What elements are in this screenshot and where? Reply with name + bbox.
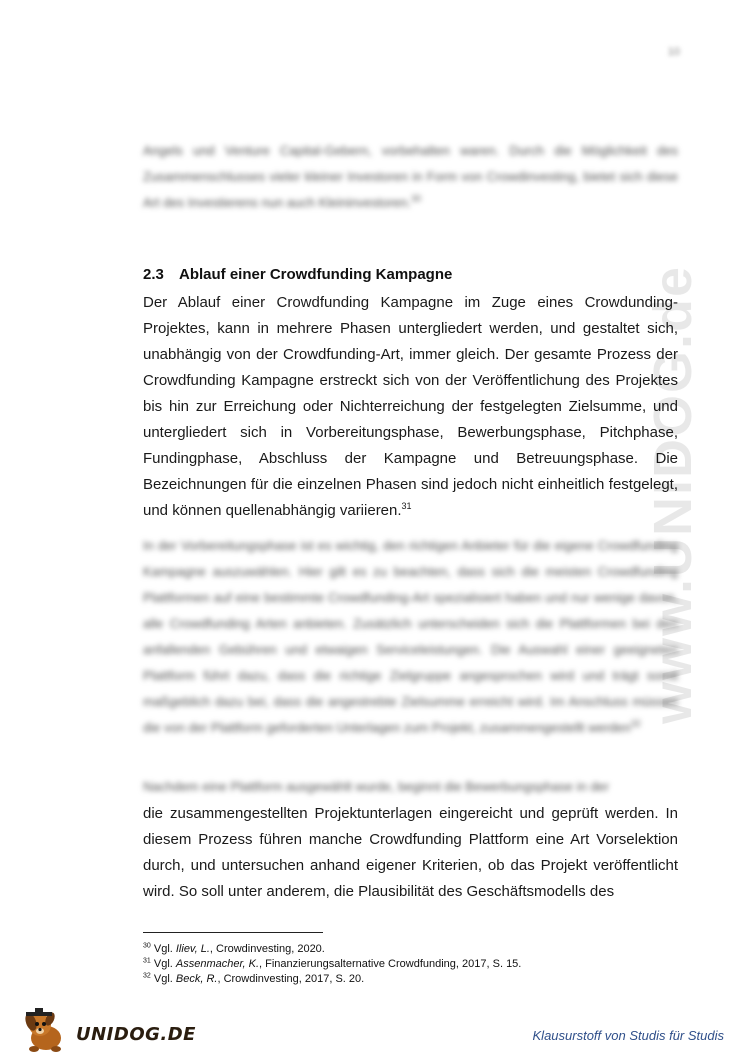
footnote-author: Beck, R. bbox=[175, 973, 218, 985]
blurred-transition-line: Nachdem eine Plattform ausgewählt wurde, beginnt die Bewerbungsphase in der bbox=[143, 779, 610, 794]
section-number: 2.3 bbox=[143, 266, 164, 283]
dog-mascot-icon bbox=[22, 1008, 74, 1056]
footnote-ref-30: 30 bbox=[411, 193, 422, 204]
section-title: Ablauf einer Crowdfunding Kampagne bbox=[179, 266, 453, 283]
slogan: Klausurstoff von Studis für Studis bbox=[532, 1028, 724, 1043]
footnotes bbox=[143, 942, 683, 987]
footnote-author: Assenmacher, K. bbox=[175, 958, 260, 970]
blurred-intro-paragraph bbox=[143, 138, 678, 216]
main-paragraph bbox=[143, 290, 678, 524]
blurred-middle-paragraph bbox=[143, 533, 678, 741]
main-paragraph-text: Der Ablauf einer Crowdfunding Kampagne im Zuge eines Crowdunding-Projektes, kann in mehrere Phasen untergliedert werden, und gestaltet sich, unabhängig von der Crowdfunding-Art, immer gleich. Der gesamte Prozess der Crowdfunding Kampagne erstreckt sich von der Veröffentlichung des Projektes bis hin zur Erreichung oder Nichterreichung der festgelegten Zielsumme, und untergliedert sich in Vorbereitungsphase, Bewerbungsphase, Pitchphase, Fundingphase, Abschluss der Kampagne und Betreuungsphase. Die Bezeichnungen für die einzelnen Phasen sind jedoch nicht einheitlich festgelegt, und können quellenabhängig variieren. bbox=[143, 294, 678, 519]
footnote-ref-31: 31 bbox=[401, 501, 412, 511]
final-paragraph: die zusammengestellten Projektunterlagen eingereicht und geprüft werden. In diesem Prozess führen manche Crowdfunding Plattform eine Art Vorselektion durch, und untersuchen anhand eigener Kriterien, ob das Projekt veröffentlicht wird. So soll unter anderem, die Plausibilität des Geschäftsmodells des bbox=[143, 805, 678, 900]
footnote-30: $^{30}$ Vgl. Iliev, L., Crowdinvesting, 2020. bbox=[143, 942, 325, 955]
page-number: 10 bbox=[667, 46, 680, 58]
unidog-logo bbox=[22, 1008, 202, 1056]
footnote-ref-32: 32 bbox=[630, 718, 641, 729]
footnote-separator bbox=[143, 932, 323, 933]
logo-text: UNIDOG.DE bbox=[76, 1024, 196, 1045]
footnote-31: $^{31}$ Vgl. Assenmacher, K., Finanzierungsalternative Crowdfunding, 2017, S. 15. bbox=[143, 957, 522, 970]
section-heading bbox=[143, 266, 452, 283]
footnote-32: $^{32}$ Vgl. Beck, R., Crowdinvesting, 2017, S. 20. bbox=[143, 972, 365, 985]
blurred-middle-text: In der Vorbereitungsphase ist es wichtig, den richtigen Anbieter für die eigene Crowdfunding Kampagne auszuwählen. Hier gilt es zu beachten, dass sich die meisten Crowdfunding Plattformen auf eine bestimmte Crowdfunding-Art spezialisiert haben und nur wenige davon, alle Crowdfunding Arten anbieten. Zusätzlich unterscheiden sich die Plattformen bei den anfallenden Gebühren und etwaigen Serviceleistungen. Die Auswahl einer geeigneten Plattform führt dazu, dass die richtige Zielgruppe angesprochen wird und trägt somit maßgeblich dazu bei, dass die angestrebte Zielsumme erreicht wird. Im Anschluss müssen die von der Plattform geforderten Unterlagen zum Projekt, zusammengestellt werden bbox=[143, 538, 678, 735]
footnote-author: Iliev, L. bbox=[175, 943, 210, 955]
watermark: www.UNIDOG.de bbox=[643, 264, 703, 724]
blurred-intro-text: Angels und Venture Capital-Gebern, vorbehalten waren. Durch die Möglichkeit des Zusammenschlusses vieler kleiner Investoren in Form von Crowdinvesting, bietet sich diese Art des Investierens nun auch Kleininvestoren. bbox=[143, 143, 678, 210]
